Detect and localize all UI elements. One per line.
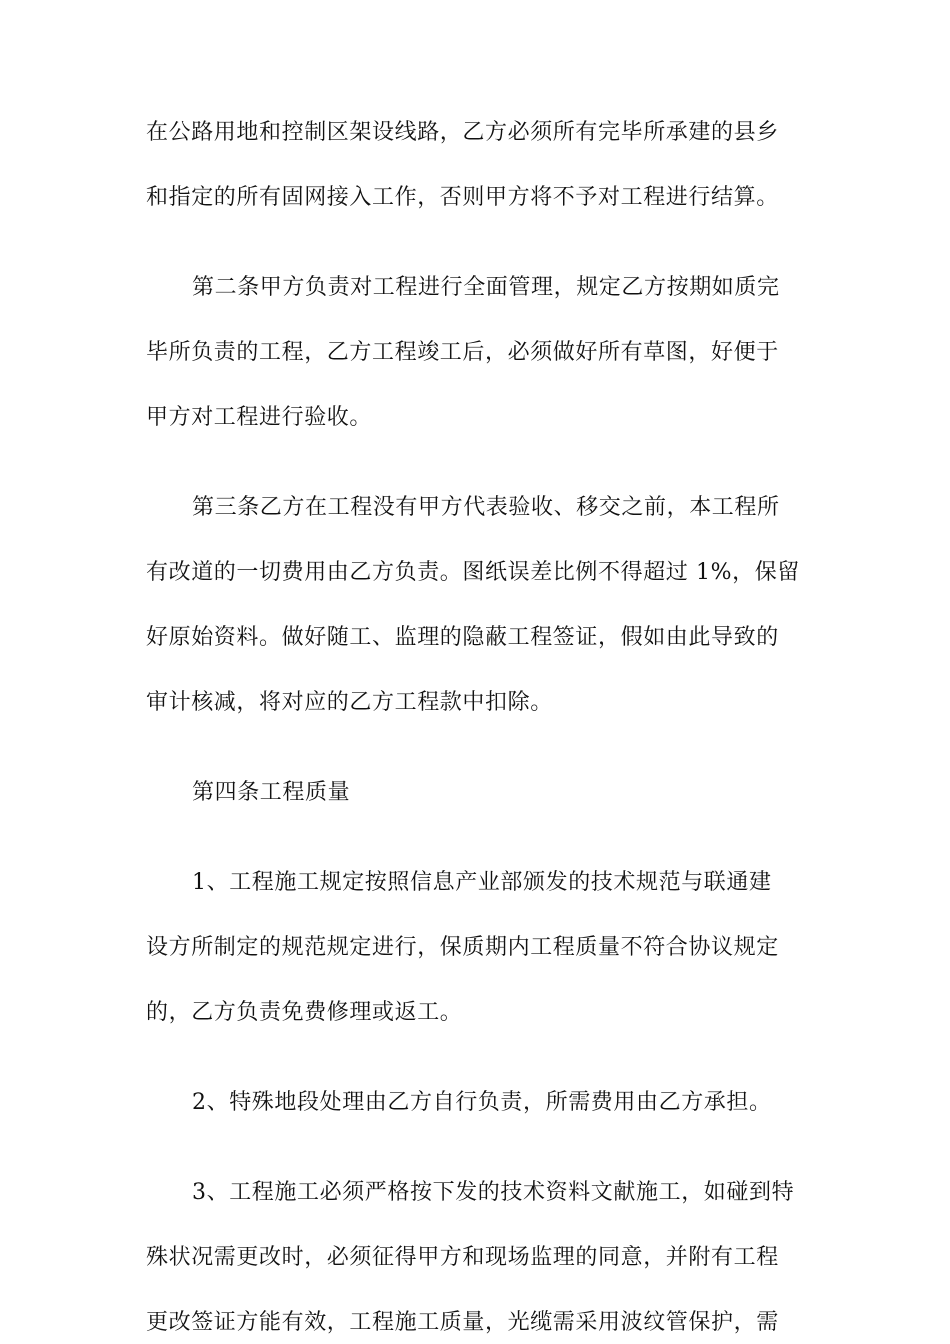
text-line: 3、工程施工必须严格按下发的技术资料文献施工，如碰到特: [192, 1180, 795, 1205]
text-line: 的，乙方负责免费修理或返工。: [146, 1000, 463, 1025]
paragraph-article-2: [146, 272, 806, 434]
section-heading-article-4: [146, 777, 806, 809]
paragraph-item-2: [146, 1087, 806, 1119]
text-line: 甲方对工程进行验收。: [146, 405, 373, 430]
text-line: 更改签证方能有效，工程施工质量，光缆需采用波纹管保护，需: [146, 1310, 779, 1335]
paragraph-1: [146, 117, 806, 214]
paragraph-article-3: [146, 492, 806, 719]
text-line: 毕所负责的工程，乙方工程竣工后，必须做好所有草图，好便于: [146, 340, 779, 365]
text-line: 和指定的所有固网接入工作，否则甲方将不予对工程进行结算。: [146, 185, 779, 210]
text-line: 有改道的一切费用由乙方负责。图纸误差比例不得超过 1%，保留: [146, 560, 800, 585]
paragraph-item-3: [146, 1177, 806, 1339]
text-line: 第二条甲方负责对工程进行全面管理，规定乙方按期如质完: [192, 275, 780, 300]
text-line: 审计核减，将对应的乙方工程款中扣除。: [146, 690, 553, 715]
text-line: 殊状况需更改时，必须征得甲方和现场监理的同意，并附有工程: [146, 1245, 779, 1270]
text-line: 设方所制定的规范规定进行，保质期内工程质量不符合协议规定: [146, 935, 779, 960]
text-line: 在公路用地和控制区架设线路，乙方必须所有完毕所承建的县乡: [146, 120, 779, 145]
text-line: 1、工程施工规定按照信息产业部颁发的技术规范与联通建: [192, 870, 772, 895]
text-line: 2、特殊地段处理由乙方自行负责，所需费用由乙方承担。: [192, 1090, 772, 1115]
document-body: [146, 117, 806, 1339]
text-line: 第三条乙方在工程没有甲方代表验收、移交之前，本工程所: [192, 495, 780, 520]
section-heading: 第四条工程质量: [192, 780, 351, 805]
paragraph-item-1: [146, 867, 806, 1029]
text-line: 好原始资料。做好随工、监理的隐蔽工程签证，假如由此导致的: [146, 625, 779, 650]
